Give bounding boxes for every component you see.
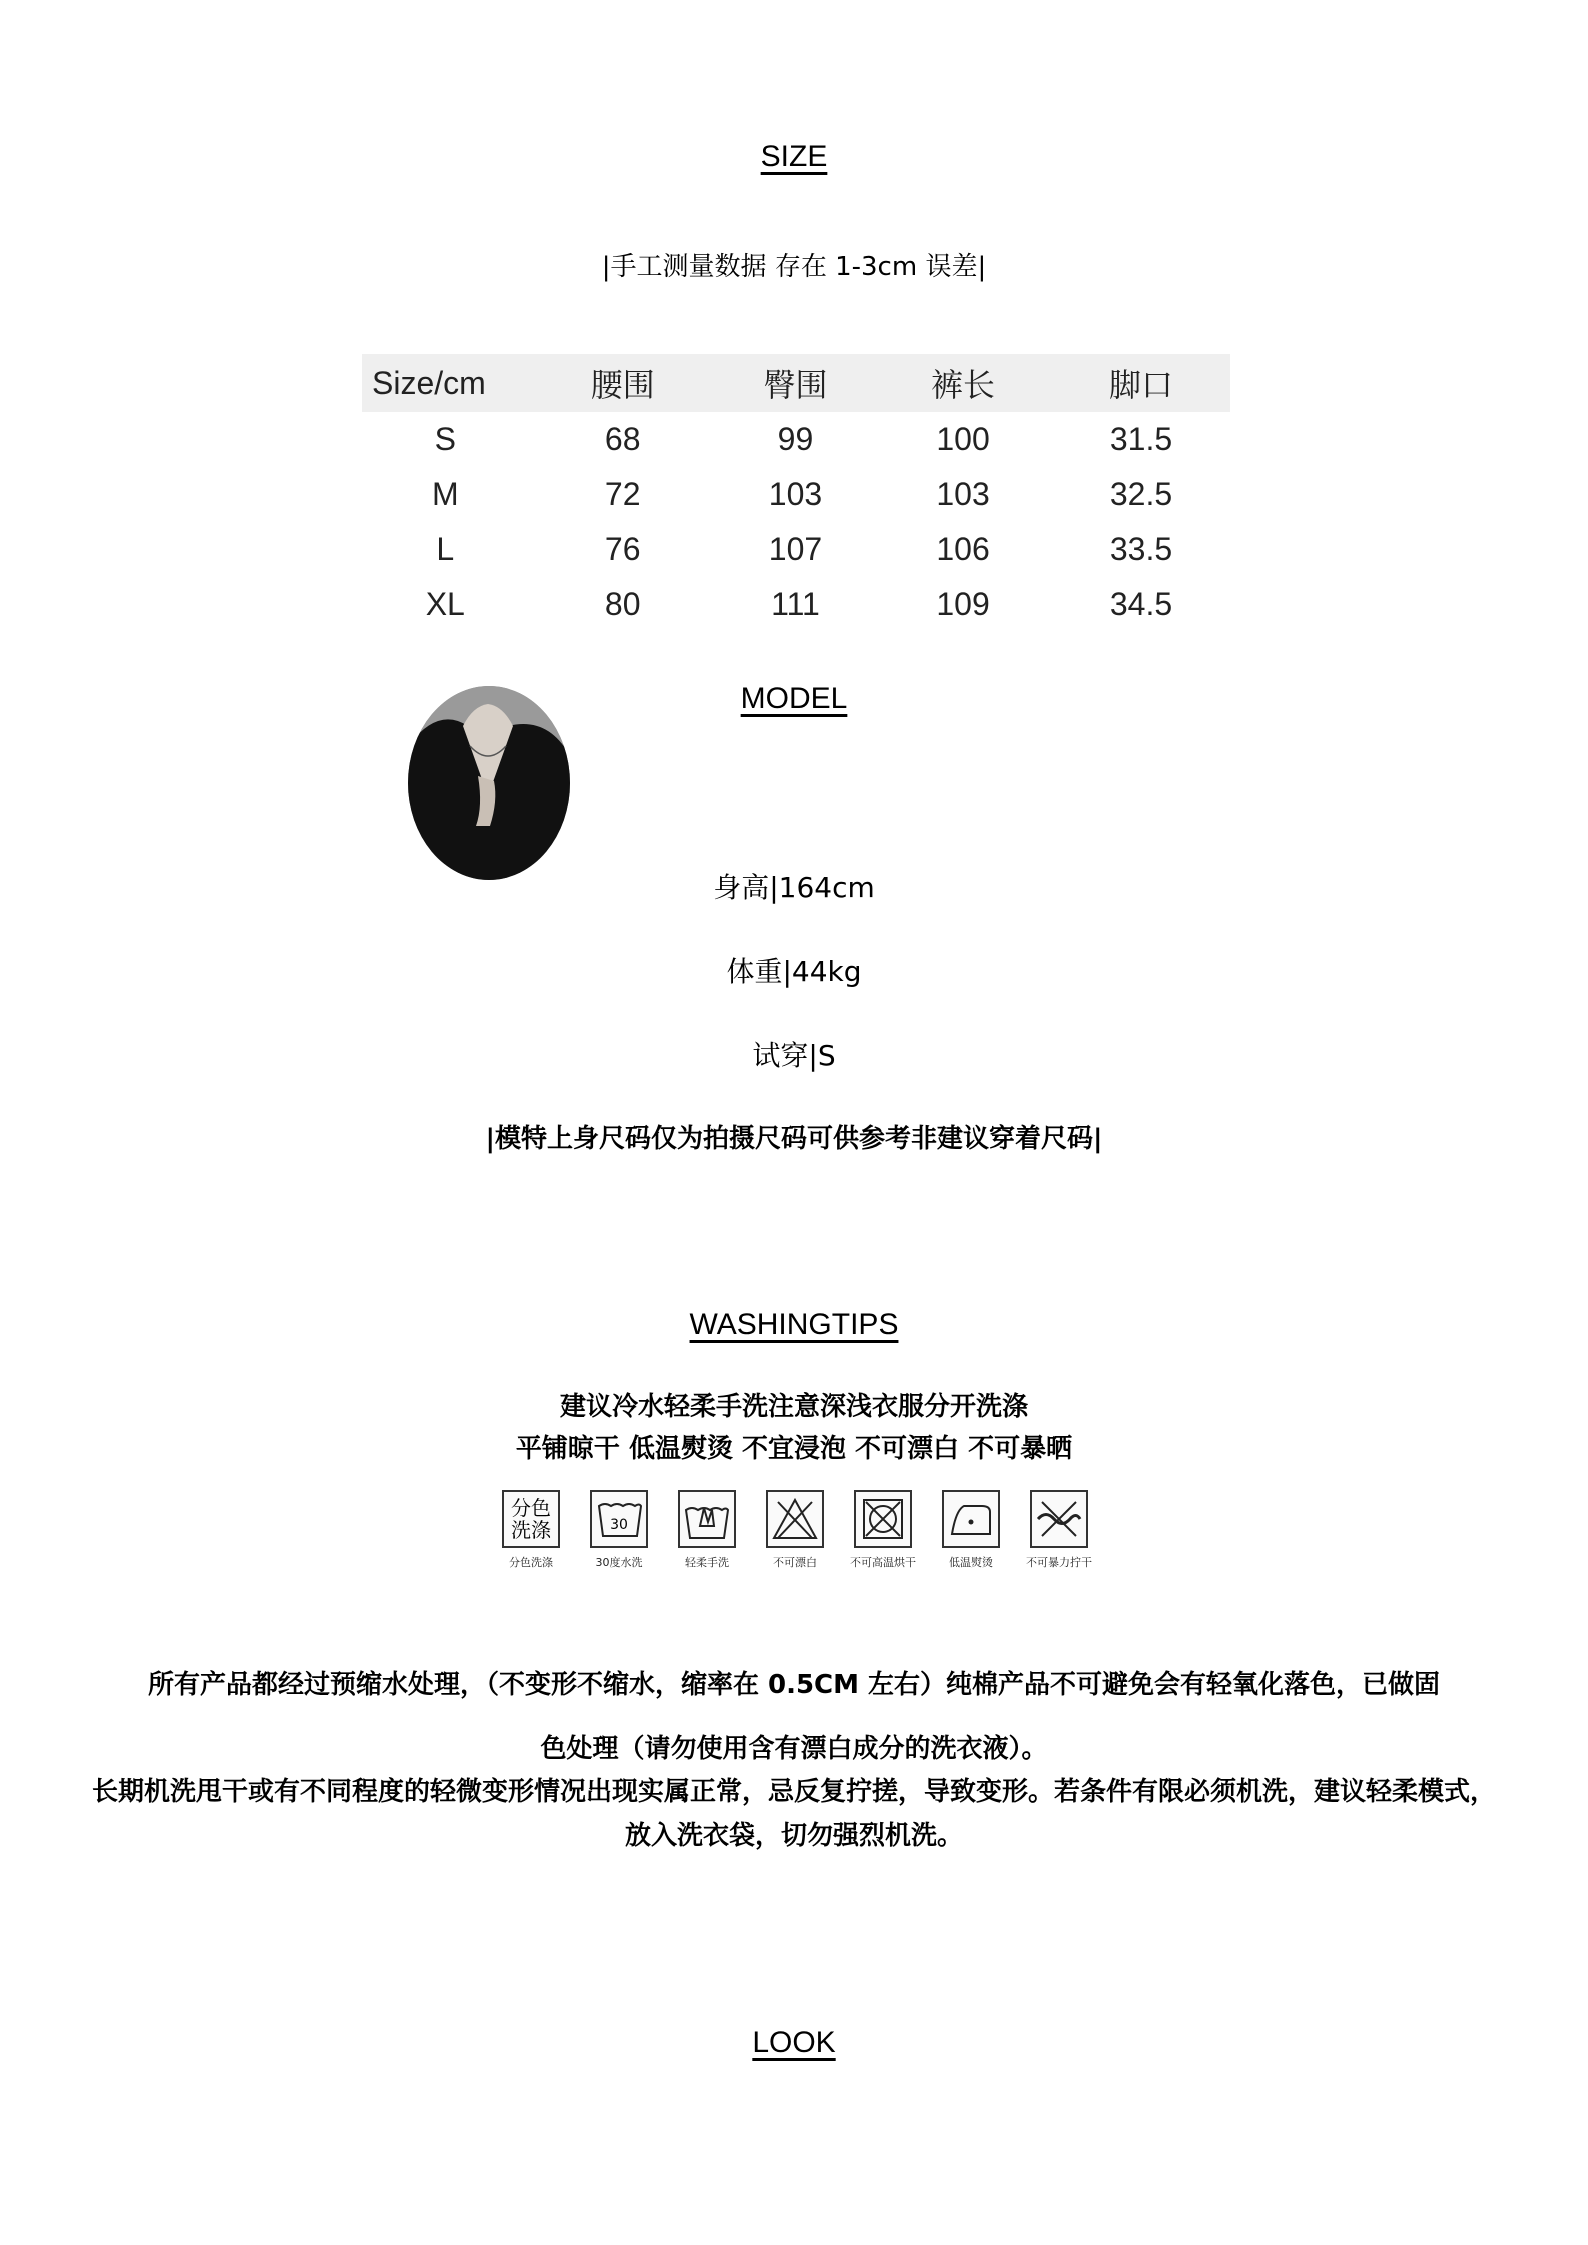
low-iron-icon <box>942 1490 1000 1548</box>
care-icons <box>500 1490 1090 1570</box>
table-row <box>362 577 1230 632</box>
model-height: 身高|164cm <box>713 871 875 904</box>
care-paragraph-1-line-1: 所有产品都经过预缩水处理，（不变形不缩水，缩率在 0.5CM 左右）纯棉产品不可避免会有轻氧化落色，已做固 <box>147 1670 1441 1700</box>
table-cell: 72 <box>604 476 641 512</box>
table-cell: 99 <box>777 421 814 457</box>
table-cell: 80 <box>604 586 641 622</box>
look-heading: LOOK <box>752 2026 836 2059</box>
table-cell: 103 <box>936 476 990 512</box>
table-cell: S <box>434 421 456 457</box>
care-item: 不可高温烘干 <box>852 1490 914 1570</box>
table-cell: XL <box>425 586 465 622</box>
no-bleach-icon <box>766 1490 824 1548</box>
header-length: 裤长 <box>874 354 1052 412</box>
care-item: 不可漂白 <box>764 1490 826 1570</box>
washing-line-2: 平铺晾干 低温熨烫 不宜浸泡 不可漂白 不可暴晒 <box>515 1434 1073 1464</box>
separate-wash-icon: 分色 洗涤 <box>502 1490 560 1548</box>
size-heading: SIZE <box>760 140 828 173</box>
washing-heading: WASHINGTIPS <box>689 1308 899 1341</box>
wash-30-icon: 30 <box>590 1490 648 1548</box>
no-tumble-dry-icon <box>854 1490 912 1548</box>
table-cell: 68 <box>604 421 641 457</box>
header-hem: 脚口 <box>1052 354 1230 412</box>
care-item: 分色 洗涤 分色洗涤 <box>500 1490 562 1570</box>
table-cell: 31.5 <box>1109 421 1173 457</box>
table-cell: 106 <box>936 531 990 567</box>
hand-wash-icon <box>678 1490 736 1548</box>
table-cell: 107 <box>768 531 823 567</box>
care-item: 轻柔手洗 <box>676 1490 738 1570</box>
table-cell: 33.5 <box>1109 531 1173 567</box>
table-cell: 32.5 <box>1109 476 1173 512</box>
size-table <box>362 354 1230 632</box>
care-paragraph-1-line-2: 色处理（请勿使用含有漂白成分的洗衣液）。 <box>540 1734 1048 1764</box>
table-cell: 100 <box>936 421 990 457</box>
table-row <box>362 522 1230 577</box>
model-size: 试穿|S <box>752 1039 836 1072</box>
table-cell: 76 <box>604 531 641 567</box>
table-row <box>362 412 1230 467</box>
size-note: |手工测量数据 存在 1-3cm 误差| <box>601 252 987 282</box>
header-waist: 腰围 <box>529 354 717 412</box>
size-table-header-row <box>362 354 1230 412</box>
care-item: 30 30度水洗 <box>588 1490 650 1570</box>
table-row <box>362 467 1230 522</box>
washing-line-1: 建议冷水轻柔手洗注意深浅衣服分开洗涤 <box>559 1392 1028 1422</box>
model-heading: MODEL <box>740 682 848 715</box>
model-weight: 体重|44kg <box>726 955 862 988</box>
care-paragraph-2: 长期机洗甩干或有不同程度的轻微变形情况出现实属正常，忌反复拧搓，导致变形。若条件有限必须机洗，建议轻柔模式，放入洗衣袋，切勿强烈机洗。 <box>91 1777 1496 1851</box>
table-cell: L <box>436 531 455 567</box>
table-cell: 103 <box>768 476 823 512</box>
table-cell: 34.5 <box>1109 586 1173 622</box>
care-item: 不可暴力拧干 <box>1028 1490 1090 1570</box>
model-note: |模特上身尺码仅为拍摄尺码可供参考非建议穿着尺码| <box>485 1124 1103 1154</box>
header-size: Size/cm <box>362 354 529 412</box>
table-cell: 109 <box>936 586 990 622</box>
table-cell: 111 <box>771 586 820 622</box>
table-cell: M <box>431 476 459 512</box>
care-item: 低温熨烫 <box>940 1490 1002 1570</box>
no-wring-icon <box>1030 1490 1088 1548</box>
header-hip: 臀围 <box>717 354 874 412</box>
